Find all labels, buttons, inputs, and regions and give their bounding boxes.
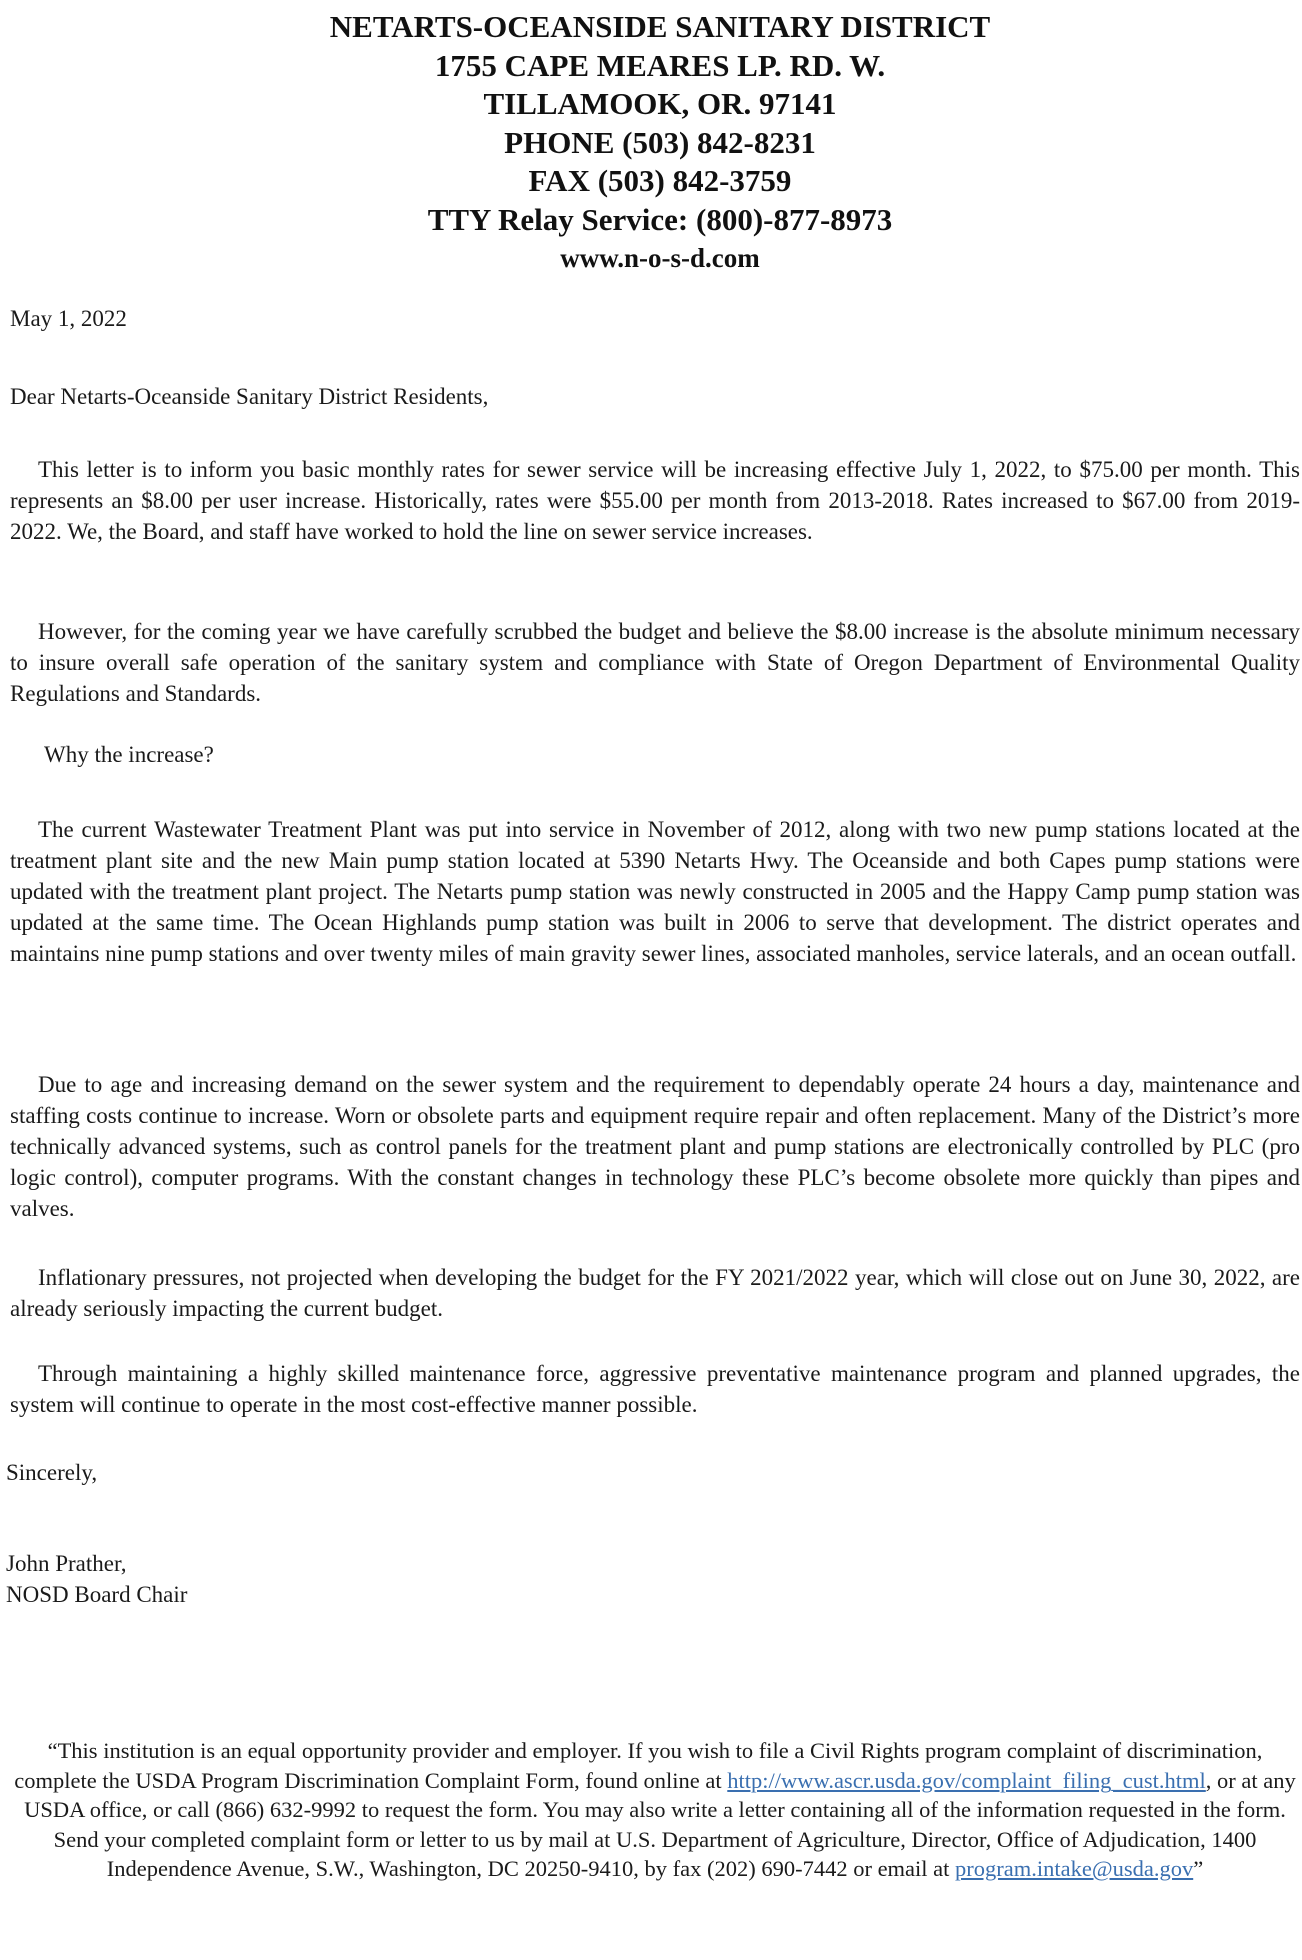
paragraph-budget: However, for the coming year we have carefully scrubbed the budget and believe the $8.00 increase is the absolute minimum necessary to insure overall safe operation of the sanitary system and compliance with State of Oregon Department of Environmental Quality Regulations and Standards. [10, 619, 1300, 706]
signature-block [6, 1548, 187, 1610]
fax-number: FAX (503) 842-3759 [528, 163, 792, 198]
email-link[interactable]: program.intake@usda.gov [955, 1856, 1194, 1881]
tty-number: TTY Relay Service: (800)-877-8973 [427, 201, 893, 237]
signer-title: NOSD Board Chair [6, 1582, 188, 1607]
disclaimer-text-2: , or at any USDA office, or call (866) 632-9992 to request the form. You may also write a letter containing all of the information requested in the form. Send your completed complaint form or letter to us by mail at U.S. Department of Agriculture, Director, Office of Adjudication, 1400 Independence Avenue, S.W., Washington, DC 20250-9410, by fax (202) 690-7442 or email at [24, 1767, 1296, 1881]
website: www.n-o-s-d.com [560, 243, 760, 273]
org-name: NETARTS-OCEANSIDE SANITARY DISTRICT [329, 9, 991, 44]
usda-disclaimer [10, 1736, 1300, 1884]
disclaimer-text-1: “This institution is an equal opportunity provider and employer. If you wish to file a Civil Rights program complaint of discrimination, complete the USDA Program Discrimination Complaint Form, found online at [14, 1738, 1263, 1793]
phone-number: PHONE (503) 842-8231 [504, 124, 816, 160]
paragraph-rate-increase: This letter is to inform you basic monthly rates for sewer service will be increasing effective July 1, 2022, to $75.00 per month. This represents an $8.00 per user increase. Historically, rates were $55.00 per month from 2013-2018. Rates increased to $67.00 from 2019-2022. We, the Board, and staff have worked to hold the line on sewer service increases. [10, 457, 1300, 544]
address-line-1: 1755 CAPE MEARES LP. RD. W. [434, 47, 886, 83]
closing: Sincerely, [6, 1460, 98, 1485]
paragraph-maintenance: Through maintaining a highly skilled maintenance force, aggressive preventative maintenance program and planned upgrades, the system will continue to operate in the most cost-effective manner possible. [10, 1361, 1300, 1417]
address-line-2: TILLAMOOK, OR. 97141 [483, 86, 837, 121]
why-heading: Why the increase? [44, 742, 214, 767]
paragraph-treatment-plant: The current Wastewater Treatment Plant was put into service in November of 2012, along with two new pump stations located at the treatment plant site and the new Main pump station located at 5390 Netarts Hwy. The Oceanside and both Capes pump stations were updated with the treatment plant project. The Netarts pump station was newly constructed in 2005 and the Happy Camp pump station was updated at the same time. The Ocean Highlands pump station was built in 2006 to serve that development. The district operates and maintains nine pump stations and over twenty miles of main gravity sewer lines, associated manholes, service laterals, and an ocean outfall. [10, 817, 1300, 966]
complaint-form-link[interactable]: http://www.ascr.usda.gov/complaint_filing_cust.html [727, 1767, 1206, 1793]
paragraph-costs: Due to age and increasing demand on the sewer system and the requirement to dependably operate 24 hours a day, maintenance and staffing costs continue to increase. Worn or obsolete parts and equipment require repair and often replacement. Many of the District’s more technically advanced systems, such as control panels for the treatment plant and pump stations are electronically controlled by PLC (pro logic control), computer programs. With the constant changes in technology these PLC’s become obsolete more quickly than pipes and valves. [10, 1072, 1300, 1221]
letterhead [280, 8, 1040, 278]
paragraph-inflation: Inflationary pressures, not projected when developing the budget for the FY 2021/2022 year, which will close out on June 30, 2022, are already seriously impacting the current budget. [10, 1265, 1300, 1321]
salutation: Dear Netarts-Oceanside Sanitary District Residents, [10, 384, 489, 409]
disclaimer-text-3: ” [1193, 1856, 1204, 1881]
letter-date: May 1, 2022 [10, 306, 127, 331]
signer-name: John Prather, [6, 1551, 127, 1576]
